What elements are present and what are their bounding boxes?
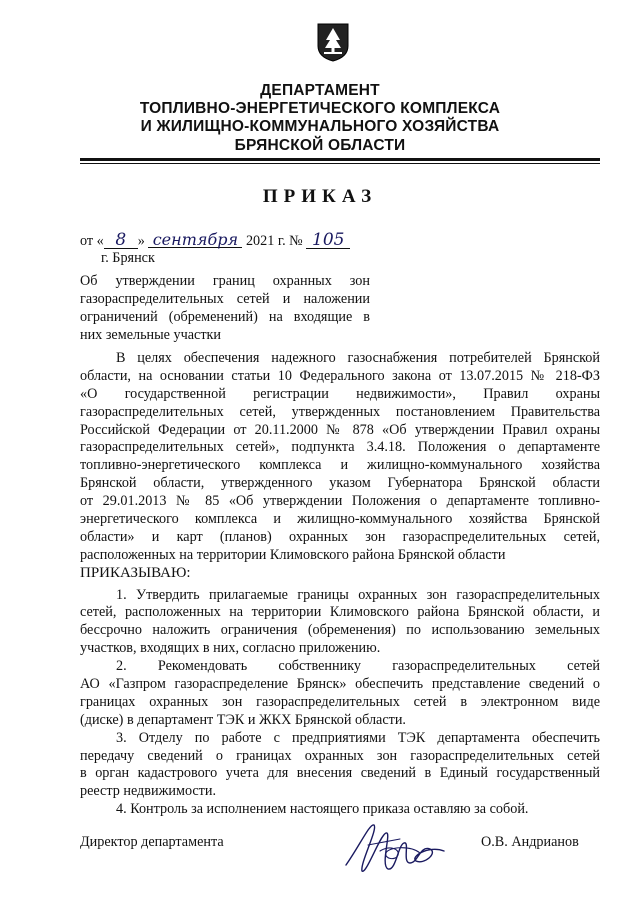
order-city: г. Брянск bbox=[101, 250, 155, 266]
subject-line: Об утверждении границ охранных зон bbox=[80, 273, 370, 289]
department-name-line-1: ДЕПАРТАМЕНТ bbox=[260, 82, 380, 99]
order-directive: ПРИКАЗЫВАЮ: bbox=[80, 564, 191, 581]
order-subject bbox=[80, 272, 370, 344]
preamble-line: топливно-энергетического комплекса и жилищно-коммунального хозяйства bbox=[80, 457, 600, 474]
subject-line: них земельные участки bbox=[80, 327, 222, 343]
order-number: 105 bbox=[306, 233, 350, 249]
item-3-line: в орган кадастрового учета для внесения сведений в Единый государственный bbox=[80, 765, 600, 782]
preamble-line: энергетического комплекса и жилищно-коммунального хозяйства Брянской bbox=[80, 511, 600, 528]
item-1-line: бессрочно наложить ограничения (обременения) по использованию земельных bbox=[80, 622, 600, 639]
preamble-line: В целях обеспечения надежного газоснабжения потребителей Брянской bbox=[116, 350, 600, 366]
date-day: 8 bbox=[104, 233, 138, 249]
document-title: ПРИКАЗ bbox=[262, 186, 378, 207]
signatory-position: Директор департамента bbox=[80, 834, 224, 850]
preamble-line: газораспределительных сетей», подпункта 3.4.18. Положения о департаменте bbox=[80, 439, 600, 456]
item-2-line: (диске) в департамент ТЭК и ЖКХ Брянской области. bbox=[80, 711, 406, 728]
item-2-line: 2. Рекомендовать собственнику газораспределительных сетей bbox=[116, 658, 600, 675]
subject-line: ограничений (обременений) на входящие в bbox=[80, 309, 370, 325]
preamble-line: Брянской области, утвержденного указом Губернатора Брянской области bbox=[80, 475, 600, 492]
date-prefix: от « bbox=[80, 233, 104, 249]
preamble-line: газораспределительных сетей, утвержденных постановлением Правительства bbox=[80, 403, 600, 420]
item-1-line: участков, входящих в них, согласно приложению. bbox=[80, 640, 381, 657]
order-date-line bbox=[80, 232, 350, 250]
preamble-line: области, на основании статьи 10 Федерального закона от 13.07.2015 № 218-ФЗ bbox=[80, 367, 600, 384]
item-1-line: сетей, расположенных на территории Климовского района Брянской области, и bbox=[80, 604, 600, 621]
date-quote-close: » bbox=[137, 233, 145, 249]
item-2-line: АО «Газпром газораспределение Брянск» обеспечить представление сведений о bbox=[80, 676, 600, 693]
item-1-line: 1. Утвердить прилагаемые границы охранных зон газораспределительных bbox=[116, 586, 600, 603]
preamble-line: области» и карт (планов) охранных зон газораспределительных сетей, bbox=[80, 528, 600, 545]
department-name-line-4: БРЯНСКОЙ ОБЛАСТИ bbox=[234, 137, 406, 154]
order-body bbox=[80, 350, 600, 819]
number-label: № bbox=[289, 233, 303, 249]
preamble-line: от 29.01.2013 № 85 «Об утверждении Положения о департаменте топливно- bbox=[80, 493, 600, 510]
item-3-line: 3. Отделу по работе с предприятиями ТЭК департамента обеспечить bbox=[116, 729, 600, 746]
date-year: 2021 г. bbox=[245, 233, 286, 249]
subject-line: газораспределительных сетей и наложении bbox=[80, 291, 370, 307]
department-name-line-2: ТОПЛИВНО-ЭНЕРГЕТИЧЕСКОГО КОМПЛЕКСА bbox=[139, 100, 501, 117]
item-3-line: реестр недвижимости. bbox=[80, 783, 217, 800]
header-thick-rule bbox=[80, 158, 600, 161]
signatory-name: О.В. Андрианов bbox=[481, 834, 579, 850]
header-thin-rule bbox=[80, 163, 600, 164]
preamble-line: расположенных на территории Климовского района Брянской области bbox=[80, 546, 506, 563]
item-4-line: 4. Контроль за исполнением настоящего приказа оставляю за собой. bbox=[116, 801, 529, 818]
department-name-line-3: И ЖИЛИЩНО-КОММУНАЛЬНОГО ХОЗЯЙСТВА bbox=[140, 118, 500, 135]
item-2-line: границах охранных зон газораспределительных сетей в электронном виде bbox=[80, 693, 600, 710]
date-month: сентября bbox=[148, 232, 242, 248]
item-3-line: передачу сведений о границах охранных зон газораспределительных сетей bbox=[80, 747, 600, 764]
preamble-line: Российской Федерации от 20.11.2000 № 878 «Об утверждении Правил охраны bbox=[80, 421, 600, 438]
coat-of-arms-emblem bbox=[316, 22, 350, 62]
preamble-line: «О государственной регистрации недвижимости», Правил охраны bbox=[80, 385, 600, 402]
handwritten-signature bbox=[340, 815, 452, 880]
